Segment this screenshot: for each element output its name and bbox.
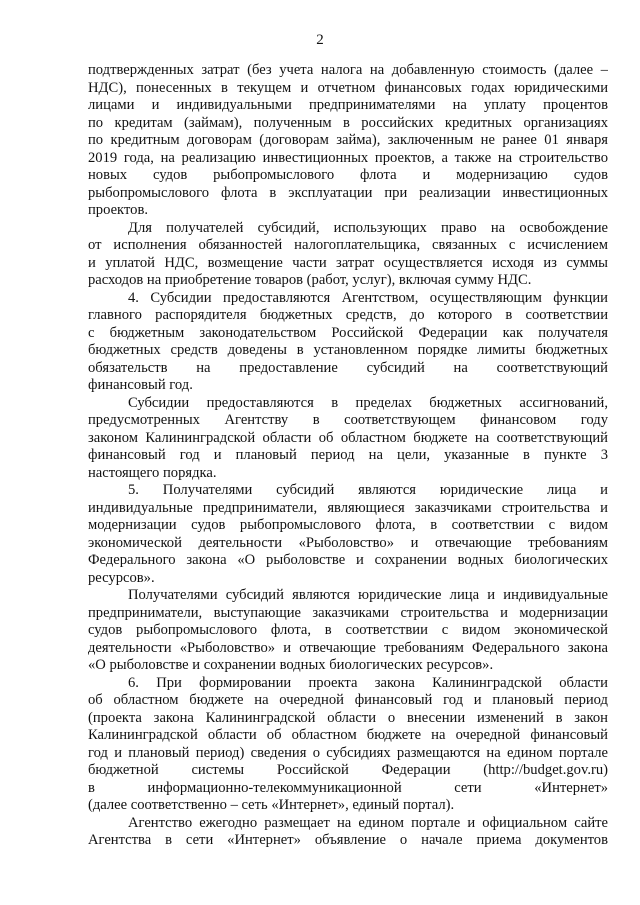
text-line: по кредитным договорам (договорам займа), заключенным не ранее 01 января [88, 132, 608, 148]
text-line: предусмотренных Агентству в соответствующем финансовом году [88, 412, 608, 428]
text-line: от исполнения обязанностей налогоплательщика, связанных с исчислением [88, 237, 608, 253]
text-line: 6. При формировании проекта закона Калининградской области [128, 674, 608, 691]
text-line: настоящего порядка. [88, 464, 217, 481]
text-line: финансовый год и плановый период на цели, указанные в пункте 3 [88, 447, 608, 463]
text-line: модернизации судов рыбопромыслового флота, в соответствии с видом [88, 517, 608, 533]
text-line: экономической деятельности «Рыболовство» и отвечающие требованиям [88, 534, 608, 551]
text-line: бюджетной системы Российской Федерации (http://budget.gov.ru) [88, 762, 608, 778]
text-line: с бюджетным законодательством Российской Федерации как получателя [88, 324, 608, 341]
text-line: финансовый год. [88, 377, 193, 393]
text-line: Федерального закона «О рыболовстве и сохранении водных биологических [88, 552, 608, 568]
text-line: (проекта закона Калининградской области о внесении изменений в закон [88, 709, 608, 726]
text-line: Агентства в сети «Интернет» объявление о начале приема документов [88, 832, 608, 848]
page-number: 2 [316, 32, 324, 48]
text-line: Калининградской области об областном бюджете на очередной финансовый [88, 727, 608, 743]
text-line: НДС), понесенных в текущем и отчетном финансовых годах юридическими [88, 79, 608, 96]
text-line: (далее соответственно – сеть «Интернет», единый портал). [88, 797, 455, 813]
text-line: деятельности «Рыболовство» и отвечающие требованиям Федерального закона [88, 639, 608, 656]
text-line: рыбопромыслового флота в эксплуатации при реализации инвестиционных [88, 184, 608, 201]
text-line: ресурсов». [88, 569, 155, 586]
text-line: «О рыболовстве и сохранении водных биологических ресурсов». [88, 657, 494, 673]
text-line: предприниматели, выступающие заказчиками строительства и модернизации [88, 604, 608, 621]
text-line: год и плановый период) сведения о субсидиях размещаются на едином портале [88, 744, 608, 761]
text-line: индивидуальные предприниматели, являющиеся заказчиками строительства и [88, 499, 608, 516]
text-line: и уплатой НДС, возмещение части затрат осуществляется исходя из суммы [88, 254, 608, 271]
text-line: законом Калининградской области об областном бюджете на соответствующий [88, 429, 608, 446]
text-line: по кредитам (займам), полученным в российских кредитных организациях [88, 114, 608, 131]
text-line: расходов на приобретение товаров (работ, услуг), включая сумму НДС. [88, 272, 532, 288]
text-line: 4. Субсидии предоставляются Агентством, осуществляющим функции [128, 289, 608, 306]
text-line: Получателями субсидий являются юридические лица и индивидуальные [128, 587, 608, 603]
text-line: Для получателей субсидий, использующих право на освобождение [128, 219, 608, 236]
text-line: об областном бюджете на очередной финансовый год и плановый период [88, 692, 608, 708]
text-line: 5. Получателями субсидий являются юридические лица и [128, 482, 608, 498]
text-line: проектов. [88, 202, 148, 218]
text-line: судов рыбопромыслового флота, в соответствии с видом экономической [88, 622, 608, 638]
text-line: бюджетных средств доведены в установленном порядке лимиты бюджетных [88, 342, 608, 358]
text-line: Агентство ежегодно размещает на едином портале и официальном сайте [128, 814, 608, 831]
text-line: 2019 года, на реализацию инвестиционных проектов, а также на строительство [88, 149, 608, 166]
text-line: главного распорядителя бюджетных средств, до которого в соответствии [88, 307, 608, 323]
text-line: лицами и индивидуальными предпринимателями на уплату процентов [88, 97, 608, 113]
text-line: обязательств на предоставление субсидий на соответствующий [88, 359, 608, 376]
text-line: подтвержденных затрат (без учета налога на добавленную стоимость (далее – [88, 62, 608, 78]
document-body [88, 62, 608, 850]
text-line: Субсидии предоставляются в пределах бюджетных ассигнований, [128, 394, 608, 411]
text-line: в информационно-телекоммуникационной сети «Интернет» [88, 779, 608, 796]
text-line: новых судов рыбопромыслового флота и модернизацию судов [88, 167, 608, 183]
